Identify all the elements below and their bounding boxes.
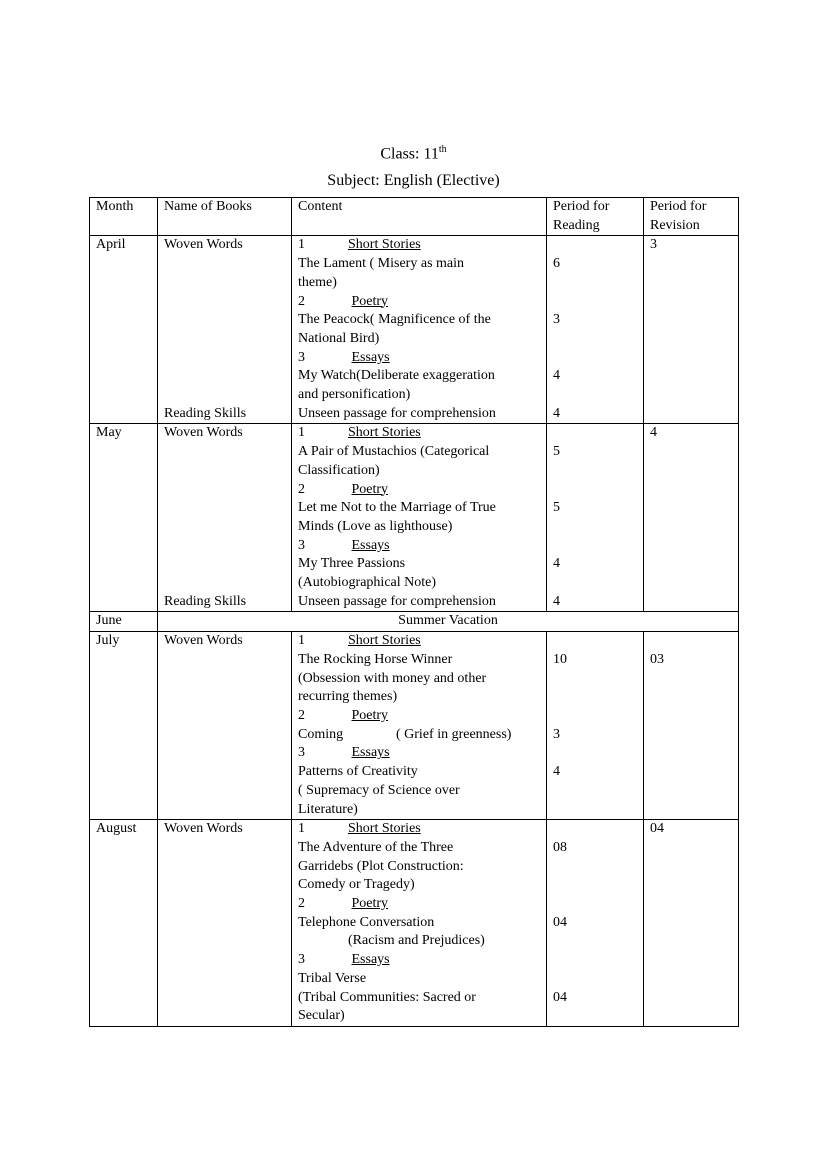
books-cell: Woven Words Reading Skills: [158, 424, 292, 612]
header-content: Content: [292, 198, 547, 236]
table-row-august: [90, 820, 739, 1027]
syllabus-table: [89, 197, 739, 1027]
content-cell: 1 Short Stories A Pair of Mustachios (Categorical Classification) 2 Poetry Let me Not to the Marriage of True Minds (Love as lighthouse) 3 Essays My Three Passions (Autobiographical Note) Unseen passage for comprehension: [292, 424, 547, 612]
header-month: Month: [90, 198, 158, 236]
reading-cell: 10 3 4: [547, 632, 644, 820]
books-cell: Woven Words: [158, 820, 292, 1027]
header-period-reading: Period for Reading: [547, 198, 644, 236]
month-cell: April: [90, 236, 158, 424]
table-row-april: [90, 236, 739, 424]
summer-vacation-cell: Summer Vacation: [158, 612, 739, 632]
reading-cell: 5 5 4 4: [547, 424, 644, 612]
header-period-revision: Period for Revision: [644, 198, 739, 236]
class-heading: Class: 11th: [380, 144, 447, 163]
table-row-july: [90, 632, 739, 820]
content-cell: 1 Short Stories The Adventure of the Three Garridebs (Plot Construction: Comedy or Tragedy) 2 Poetry Telephone Conversation (Racism and Prejudices) 3 Essays Tribal Verse (Tribal Communities: Sacred or Secular): [292, 820, 547, 1027]
header-books: Name of Books: [158, 198, 292, 236]
content-cell: 1 Short Stories The Lament ( Misery as main theme) 2 Poetry The Peacock( Magnificence of the National Bird) 3 Essays My Watch(Deliberate exaggeration and personification) Unseen passage for comprehension: [292, 236, 547, 424]
month-cell: July: [90, 632, 158, 820]
subject-heading: Subject: English (Elective): [327, 172, 500, 189]
class-superscript: th: [438, 144, 447, 155]
month-cell: August: [90, 820, 158, 1027]
reading-cell: 08 04 04: [547, 820, 644, 1027]
revision-cell: 03: [644, 632, 739, 820]
month-cell: June: [90, 612, 158, 632]
books-cell: Woven Words: [158, 632, 292, 820]
content-cell: 1 Short Stories The Rocking Horse Winner (Obsession with money and other recurring themes) 2 Poetry Coming ( Grief in greenness) 3 Essays Patterns of Creativity ( Supremacy of Science over Literature): [292, 632, 547, 820]
books-cell: Woven Words Reading Skills: [158, 236, 292, 424]
table-row-may: [90, 424, 739, 612]
month-cell: May: [90, 424, 158, 612]
table-row-june: [90, 612, 739, 632]
header-row: [90, 198, 739, 236]
reading-cell: 6 3 4 4: [547, 236, 644, 424]
revision-cell: 3: [644, 236, 739, 424]
revision-cell: 04: [644, 820, 739, 1027]
revision-cell: 4: [644, 424, 739, 612]
